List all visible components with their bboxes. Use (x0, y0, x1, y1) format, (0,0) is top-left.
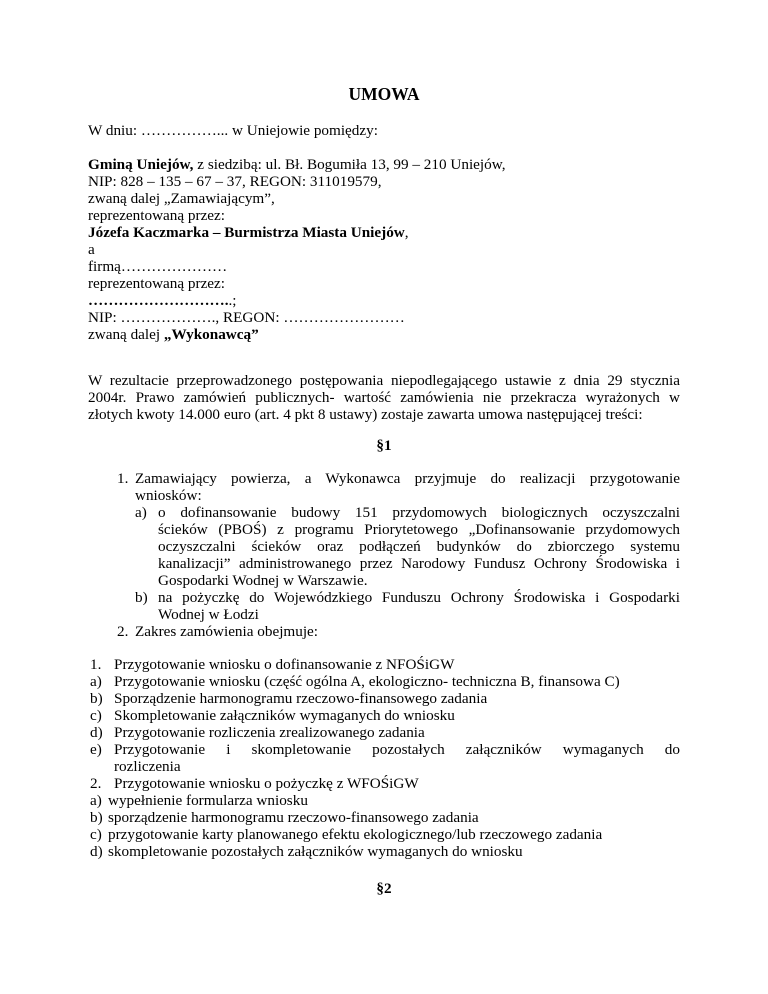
party1-representative: Józefa Kaczmarka – Burmistrza Miasta Uniejów (88, 224, 405, 241)
intro-line: W dniu: ……………... w Uniejowie pomiędzy: (88, 122, 378, 139)
point-1-line: Zamawiający powierza, a Wykonawca przyjmuje do realizacji przygotowanie (135, 470, 680, 487)
party1-address: z siedzibą: ul. Bł. Bogumiła 13, 99 – 210 Uniejów, (193, 156, 506, 173)
party1-representative-line (88, 224, 409, 241)
scope-item: sporządzenie harmonogramu rzeczowo-finansowego zadania (108, 809, 479, 826)
section-2-heading: §2 (376, 880, 392, 897)
subpoint-a-line: ścieków (PBOŚ) z programu Priorytetowego „Dofinansowanie przydomowych (158, 521, 680, 538)
party2-representative-suffix: .; (228, 292, 237, 309)
scope-item: przygotowanie karty planowanego efektu ekologicznego/lub rzeczowego zadania (108, 826, 603, 843)
scope-item: Przygotowanie wniosku (część ogólna A, ekologiczno- techniczna B, finansowa C) (114, 673, 620, 690)
document-title: UMOWA (348, 84, 420, 104)
party1-line (88, 156, 506, 173)
scope-label: a) (90, 673, 102, 690)
party2-representative-line (88, 292, 237, 309)
subpoint-b-line: Wodnej w Łodzi (158, 606, 259, 623)
subpoint-b-line: na pożyczkę do Wojewódzkiego Funduszu Ochrony Środowiska i Gospodarki (158, 589, 680, 606)
point-label: 1. (117, 470, 129, 487)
party2-firm: firmą………………… (88, 258, 228, 275)
section-1-heading: §1 (376, 437, 392, 454)
scope-label: d) (90, 724, 103, 741)
scope-item: Przygotowanie wniosku o dofinansowanie z NFOŚiGW (114, 656, 455, 673)
scope-label: b) (90, 809, 103, 826)
point-1-line: wniosków: (135, 487, 202, 504)
scope-item: Skompletowanie załączników wymaganych do wniosku (114, 707, 455, 724)
scope-label: b) (90, 690, 103, 707)
scope-label: d) (90, 843, 103, 860)
scope-label: c) (90, 707, 102, 724)
subpoint-a-line: oczyszczalni ścieków oraz podłączeń budynków do zbiorczego systemu (158, 538, 680, 555)
scope-label: a) (90, 792, 102, 809)
scope-label: e) (90, 741, 102, 758)
scope-item: skompletowanie pozostałych załączników wymaganych do wniosku (108, 843, 523, 860)
scope-label: 1. (90, 656, 102, 673)
scope-item: Sporządzenie harmonogramu rzeczowo-finansowego zadania (114, 690, 488, 707)
preamble-line: złotych kwoty 14.000 euro (art. 4 pkt 8 ustawy) zostaje zawarta umowa następującej treści: (88, 406, 643, 423)
party1-called: zwaną dalej „Zamawiającym”, (88, 190, 275, 207)
subpoint-a-line: Gospodarki Wodnej w Warszawie. (158, 572, 368, 589)
subpoint-a-line: kanalizacji” administrowanego przez Narodowy Fundusz Ochrony Środowiska i (158, 555, 680, 572)
point-2-text: Zakres zamówienia obejmuje: (135, 623, 319, 640)
scope-item: Przygotowanie rozliczenia zrealizowanego zadania (114, 724, 425, 741)
subpoint-label: a) (135, 504, 147, 521)
scope-item: rozliczenia (114, 758, 181, 775)
party2-called-name: „Wykonawcą” (163, 326, 259, 343)
party2-called-line (88, 326, 259, 343)
party2-represented-by: reprezentowaną przez: (88, 275, 226, 292)
party2-called-prefix: zwaną dalej (88, 326, 164, 343)
preamble-line: 2004r. Prawo zamówień publicznych- wartość zamówienia nie przekracza wyrażonych w (88, 389, 680, 406)
scope-item: Przygotowanie i skompletowanie pozostałych załączników wymaganych do (114, 741, 680, 758)
scope-item: Przygotowanie wniosku o pożyczkę z WFOŚiGW (114, 775, 419, 792)
party1-name: Gminą Uniejów, (88, 156, 194, 173)
scope-label: c) (90, 826, 102, 843)
scope-label: 2. (90, 775, 102, 792)
subpoint-label: b) (135, 589, 148, 606)
party2-ids: NIP: ………………., REGON: …………………… (88, 309, 405, 326)
party1-represented-by: reprezentowaną przez: (88, 207, 226, 224)
point-label: 2. (117, 623, 129, 640)
party2-representative-blank: ………………………. (88, 292, 229, 309)
preamble-line: W rezultacie przeprowadzonego postępowania niepodlegającego ustawie z dnia 29 stycznia (88, 372, 680, 389)
party1-representative-suffix: , (404, 224, 409, 241)
subpoint-a-line: o dofinansowanie budowy 151 przydomowych biologicznych oczyszczalni (158, 504, 680, 521)
party1-ids: NIP: 828 – 135 – 67 – 37, REGON: 311019579, (88, 173, 382, 190)
scope-item: wypełnienie formularza wniosku (108, 792, 308, 809)
conjunction: a (88, 241, 95, 258)
